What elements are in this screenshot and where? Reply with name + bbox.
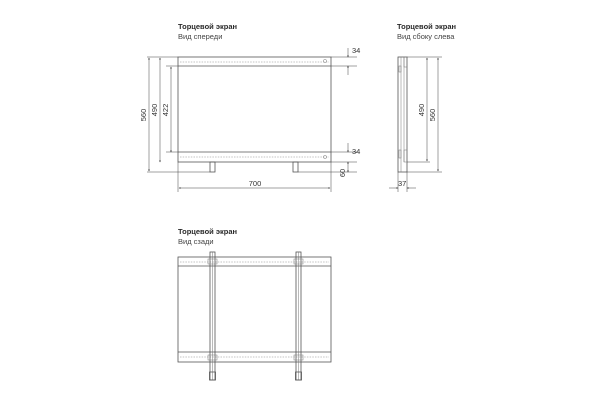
side-dim-height-inner: 490 [417, 103, 426, 117]
side-top-clip [404, 57, 407, 67]
side-bottom-clip [404, 150, 407, 162]
front-panel-outline [178, 57, 331, 162]
side-top-bracket [399, 66, 401, 72]
front-leg-right [293, 162, 298, 172]
back-panel-outline [178, 257, 331, 362]
front-view-title: Торцевой экран [178, 22, 238, 31]
dim-width: 700 [248, 179, 262, 188]
front-screw-top [323, 59, 326, 62]
side-dim-depth: 37 [398, 179, 407, 188]
dim-height-panel: 422 [161, 103, 170, 117]
side-dim-height-total: 560 [428, 108, 437, 122]
front-view-subtitle: Вид спереди [178, 32, 223, 41]
back-view-title: Торцевой экран [178, 227, 238, 236]
side-panel-outline [398, 57, 407, 172]
dim-bottom-gap: 34 [352, 147, 361, 156]
side-view [389, 22, 456, 192]
side-bottom-bracket [399, 150, 401, 158]
dim-top-gap: 34 [352, 46, 361, 55]
dim-height-total: 560 [139, 108, 148, 122]
dim-leg: 60 [338, 168, 347, 178]
back-view [178, 227, 331, 380]
back-view-subtitle: Вид сзади [178, 237, 214, 246]
side-view-title: Торцевой экран [397, 22, 457, 31]
side-view-subtitle: Вид сбоку слева [397, 32, 455, 41]
dim-height-inner: 490 [150, 103, 159, 117]
front-view [139, 22, 360, 192]
front-leg-left [210, 162, 215, 172]
